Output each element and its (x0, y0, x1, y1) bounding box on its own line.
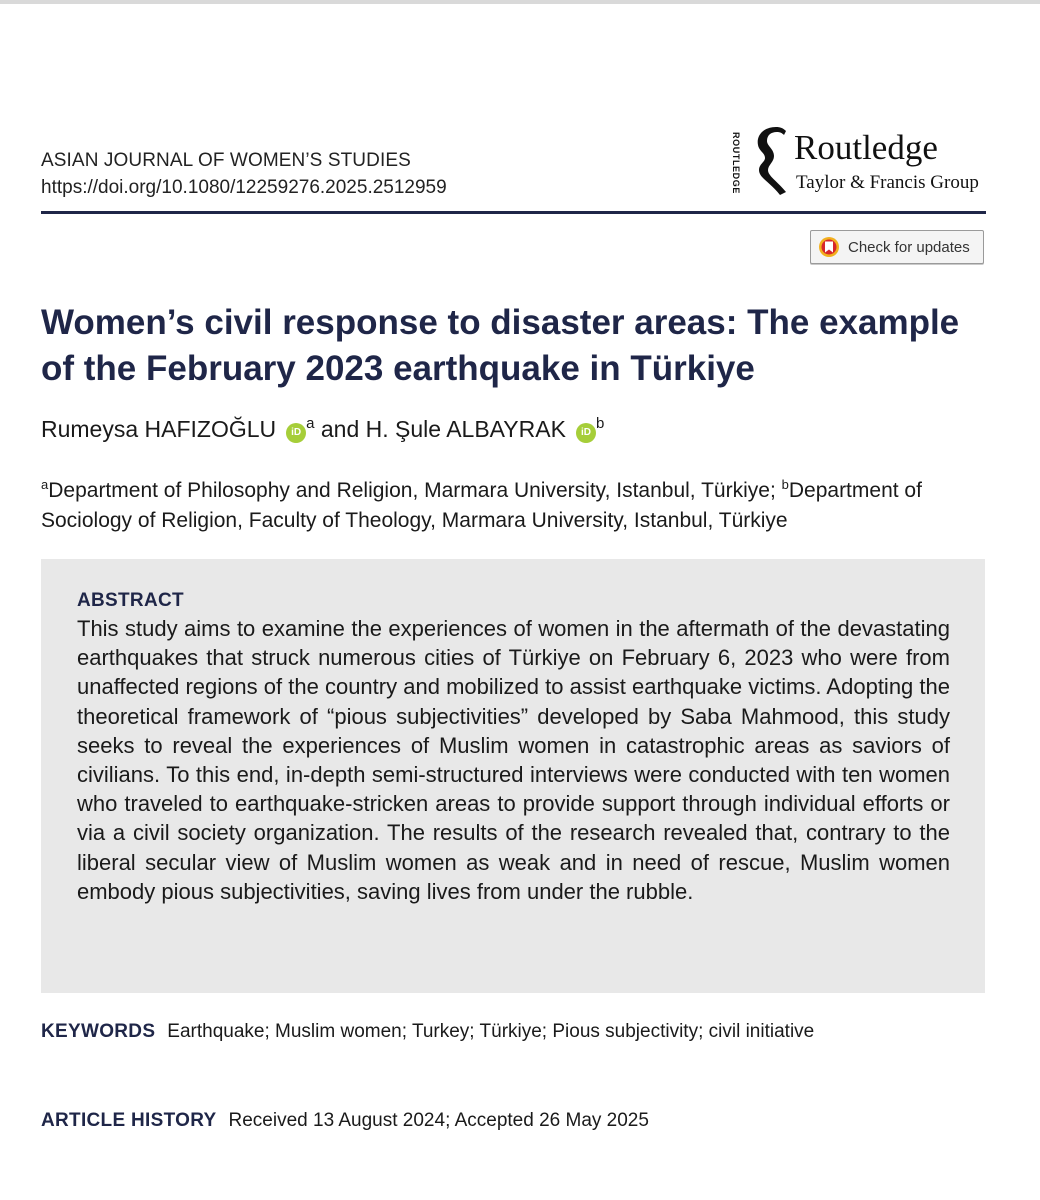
affiliation-a: Department of Philosophy and Religion, Marmara University, Istanbul, Türkiye; (48, 479, 782, 502)
history-label: ARTICLE HISTORY (41, 1110, 217, 1131)
abstract-heading: ABSTRACT (77, 590, 184, 611)
orcid-icon[interactable]: iD (576, 423, 596, 443)
logo-side-label: ROUTLEDGE (731, 132, 741, 194)
history-text: Received 13 August 2024; Accepted 26 May 2025 (228, 1110, 649, 1131)
author-conjunction: and (320, 416, 360, 442)
keywords-text: Earthquake; Muslim women; Turkey; Türkiye; Pious subjectivity; civil initiative (167, 1021, 815, 1042)
author-2-sup: b (595, 415, 605, 432)
top-divider (0, 0, 1040, 4)
check-for-updates-button[interactable] (810, 230, 984, 264)
abstract-box (41, 559, 985, 993)
routledge-mark-icon (746, 124, 788, 198)
check-updates-icon (818, 236, 840, 258)
author-1-sup: a (306, 415, 315, 432)
abstract-text: This study aims to examine the experiences of women in the aftermath of the devastating earthquakes that struck numerous cities of Türkiye on February 6, 2023 who were from unaffected regions of the country and mobilized to assist earthquake victims. Adopting the theoretical framework of “pious subjectivities” developed by Saba Mahmood, this study seeks to reveal the experiences of Muslim women in catastrophic areas as saviors of civilians. To this end, in-depth semi-structured interviews were conducted with ten women who traveled to earthquake-stricken areas to provide support through individual efforts or via a civil society organization. The results of the research revealed that, contrary to the liberal secular view of Muslim women as weak and in need of rescue, Muslim women embody pious subjectivities, saving lives from under the rubble. (77, 616, 950, 904)
check-updates-label: Check for updates (848, 238, 970, 256)
orcid-icon[interactable]: iD (286, 423, 306, 443)
keywords-section (41, 1021, 814, 1043)
affiliation-b: Department of Sociology of Religion, Faculty of Theology, Marmara University, Istanbul, Türkiye (41, 479, 922, 532)
publisher-name: Routledge (794, 128, 938, 167)
affil-b-sup: b (781, 477, 789, 492)
publisher-group: Taylor & Francis Group (796, 172, 979, 193)
article-title: Women’s civil response to disaster areas: The example of the February 2023 earthquake in Türkiye (41, 303, 960, 388)
affiliations (41, 470, 991, 536)
routledge-logo (728, 122, 998, 202)
journal-name: ASIAN JOURNAL OF WOMEN’S STUDIES (41, 150, 411, 171)
author-line (41, 415, 604, 443)
author-2[interactable]: H. Şule ALBAYRAK (365, 416, 566, 442)
doi-link[interactable]: https://doi.org/10.1080/12259276.2025.2512959 (41, 177, 447, 198)
author-1[interactable]: Rumeysa HAFIZOĞLU (41, 416, 277, 442)
keywords-label: KEYWORDS (41, 1021, 156, 1042)
affil-a-sup: a (41, 477, 49, 492)
header-divider (41, 211, 986, 214)
article-history (41, 1110, 649, 1132)
logo-side-text (728, 128, 744, 198)
